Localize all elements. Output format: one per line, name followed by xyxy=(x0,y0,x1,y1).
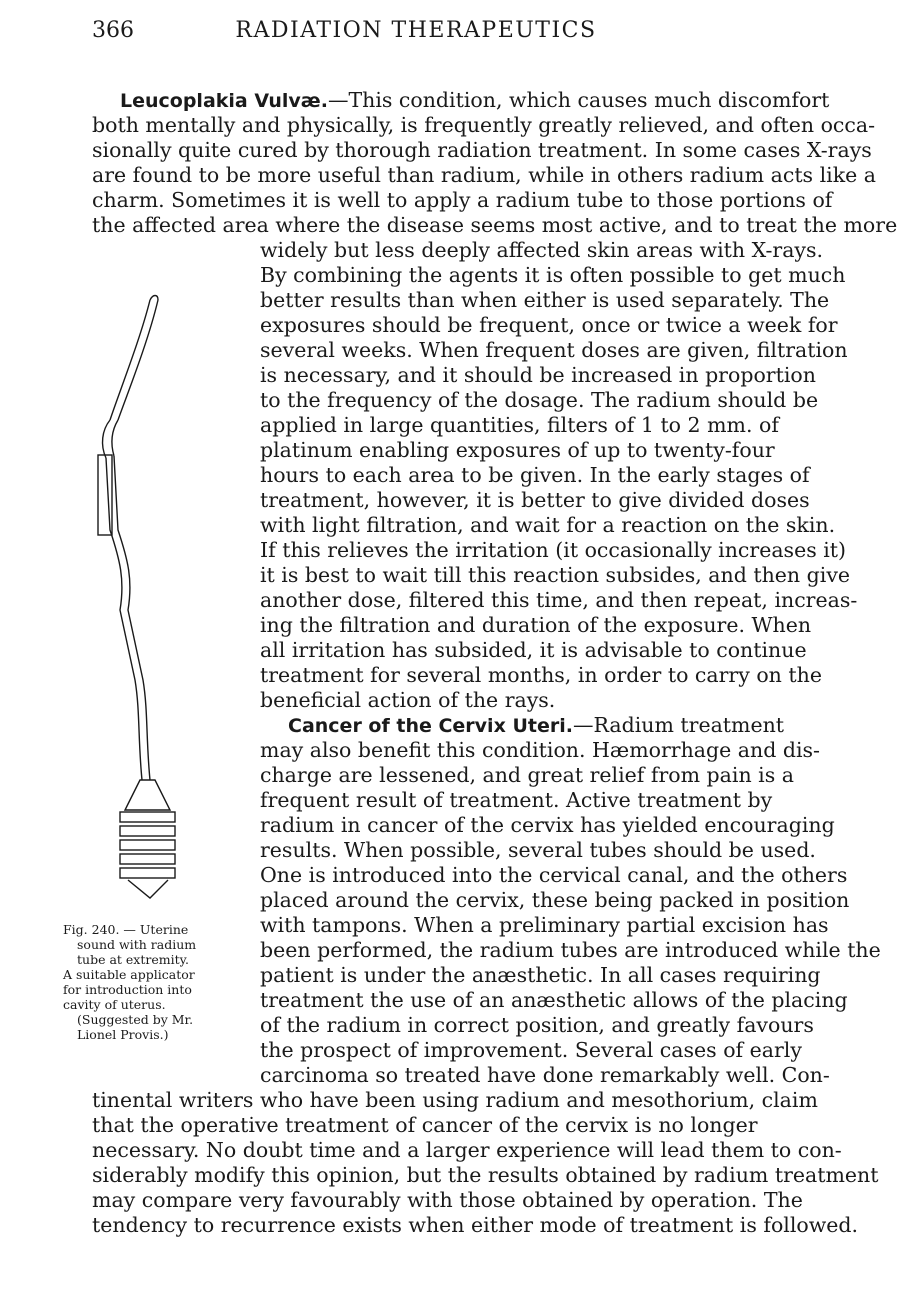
paragraph-first-line xyxy=(288,713,784,737)
text-line: treatment, however, it is better to give divided doses xyxy=(260,488,810,512)
text-line: with tampons. When a preliminary partial excision has xyxy=(260,913,829,937)
text-line: of the radium in correct position, and greatly favours xyxy=(260,1013,814,1037)
text-line: One is introduced into the cervical canal, and the others xyxy=(260,863,848,887)
page-number: 366 xyxy=(92,18,134,43)
text-line: tendency to recurrence exists when either mode of treatment is followed. xyxy=(92,1213,859,1237)
caption-line: Lionel Provis.) xyxy=(77,1027,169,1042)
text-line: —Radium treatment xyxy=(572,713,785,737)
text-line: may also benefit this condition. Hæmorrhage and dis- xyxy=(260,738,820,762)
text-line: another dose, filtered this time, and then repeat, increas- xyxy=(260,588,858,612)
text-line: beneficial action of the rays. xyxy=(260,688,556,712)
text-line: is necessary, and it should be increased in proportion xyxy=(260,363,816,387)
text-line: several weeks. When frequent doses are given, filtration xyxy=(260,338,848,362)
text-line: exposures should be frequent, once or twice a week for xyxy=(260,313,838,337)
text-line: charm. Sometimes it is well to apply a radium tube to those portions of xyxy=(92,188,833,212)
caption-line: for introduction into xyxy=(63,982,192,997)
figure-caption xyxy=(63,922,253,1042)
text-line: the prospect of improvement. Several cases of early xyxy=(260,1038,802,1062)
text-line: both mentally and physically, is frequently greatly relieved, and often occa- xyxy=(92,113,876,137)
text-line: —This condition, which causes much discomfort xyxy=(327,88,830,112)
text-line: carcinoma so treated have done remarkably well. Con- xyxy=(260,1063,830,1087)
text-line: it is best to wait till this reaction subsides, and then give xyxy=(260,563,851,587)
figure-uterine-sound xyxy=(80,280,250,910)
text-line: with light filtration, and wait for a reaction on the skin. xyxy=(260,513,836,537)
text-line: radium in cancer of the cervix has yielded encouraging xyxy=(260,813,835,837)
running-head: RADIATION THERAPEUTICS xyxy=(235,18,597,43)
text-line: treatment the use of an anæsthetic allows of the placing xyxy=(260,988,848,1012)
caption-line: sound with radium xyxy=(77,937,197,952)
section-heading: Leucoplakia Vulvæ. xyxy=(120,90,328,112)
text-line: If this relieves the irritation (it occasionally increases it) xyxy=(260,538,847,562)
paragraph-first-line xyxy=(120,88,829,112)
caption-line: (Suggested by Mr. xyxy=(77,1012,194,1027)
text-line: frequent result of treatment. Active treatment by xyxy=(260,788,773,812)
caption-line: A suitable applicator xyxy=(63,967,195,982)
text-line: placed around the cervix, these being packed in position xyxy=(260,888,850,912)
text-line: necessary. No doubt time and a larger experience will lead them to con- xyxy=(92,1138,842,1162)
text-line: results. When possible, several tubes should be used. xyxy=(260,838,816,862)
text-line: the affected area where the disease seems most active, and to treat the more xyxy=(92,213,897,237)
text-line: treatment for several months, in order to carry on the xyxy=(260,663,822,687)
uterine-sound-illustration xyxy=(80,280,250,910)
text-line: platinum enabling exposures of up to twenty-four xyxy=(260,438,775,462)
caption-line: tube at extremity. xyxy=(77,952,189,967)
text-line: applied in large quantities, filters of 1 to 2 mm. of xyxy=(260,413,779,437)
text-line: patient is under the anæsthetic. In all cases requiring xyxy=(260,963,821,987)
text-line: all irritation has subsided, it is advisable to continue xyxy=(260,638,807,662)
text-line: better results than when either is used separately. The xyxy=(260,288,830,312)
caption-line: Fig. 240. — Uterine xyxy=(63,922,189,937)
section-heading: Cancer of the Cervix Uteri. xyxy=(288,715,573,737)
text-line: sionally quite cured by thorough radiation treatment. In some cases X-rays xyxy=(92,138,872,162)
text-line: tinental writers who have been using radium and mesothorium, claim xyxy=(92,1088,818,1112)
page-header xyxy=(92,18,740,52)
text-line: widely but less deeply affected skin areas with X-rays. xyxy=(260,238,824,262)
text-line: hours to each area to be given. In the early stages of xyxy=(260,463,810,487)
text-line: are found to be more useful than radium, while in others radium acts like a xyxy=(92,163,876,187)
text-line: that the operative treatment of cancer of the cervix is no longer xyxy=(92,1113,758,1137)
text-line: to the frequency of the dosage. The radium should be xyxy=(260,388,819,412)
caption-line: cavity of uterus. xyxy=(63,997,166,1012)
text-line: ing the filtration and duration of the exposure. When xyxy=(260,613,812,637)
text-line: siderably modify this opinion, but the results obtained by radium treatment xyxy=(92,1163,879,1187)
text-line: charge are lessened, and great relief from pain is a xyxy=(260,763,794,787)
text-line: By combining the agents it is often possible to get much xyxy=(260,263,846,287)
text-line: may compare very favourably with those obtained by operation. The xyxy=(92,1188,803,1212)
text-line: been performed, the radium tubes are introduced while the xyxy=(260,938,881,962)
